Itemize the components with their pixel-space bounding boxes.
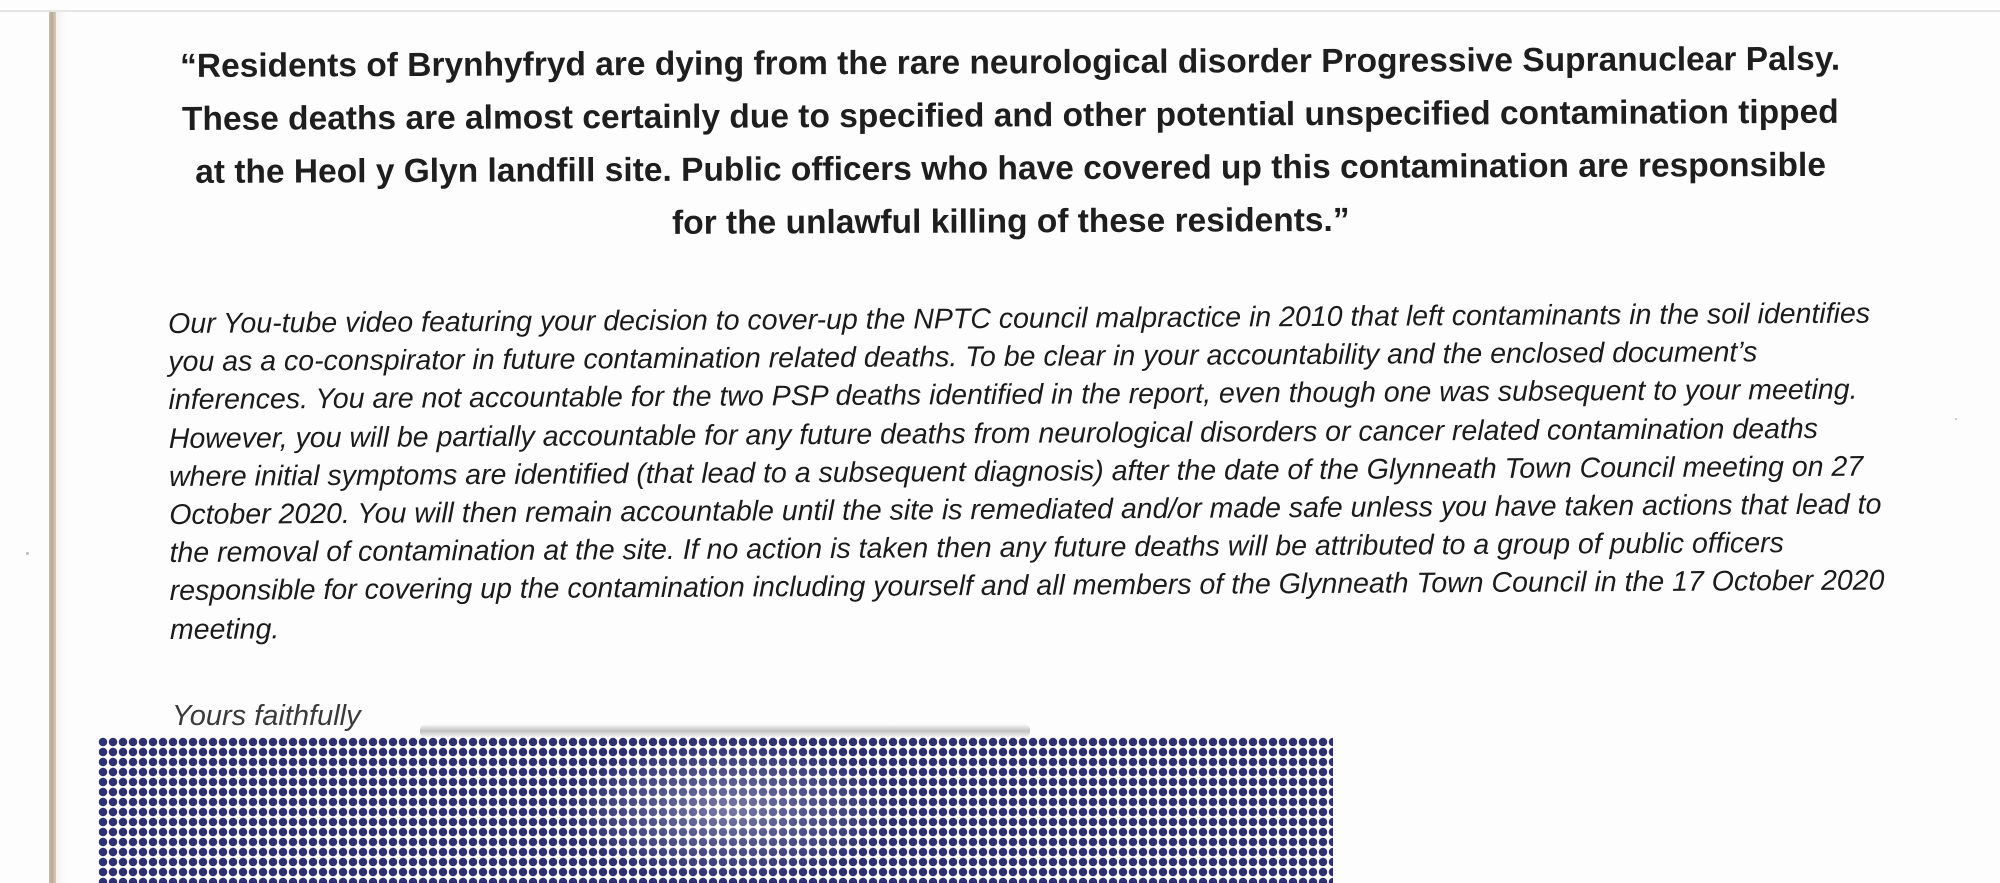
page-top-edge <box>0 10 2000 12</box>
scan-speck <box>1955 418 1957 420</box>
binding-margin-line <box>49 12 56 883</box>
letter-body-paragraph: Our You-tube video featuring your decision to cover-up the NPTC council malpractice in 2010 that left contaminants in the soil identifies you as a co-conspirator in future contamination related deaths. To be clear in your accountability and the enclosed document’s inferences. You are not accountable for the two PSP deaths identified in the report, even though one was subsequent to your meeting. However, you will be partially accountable for any future deaths from neurological disorders or cancer related contamination deaths where initial symptoms are identified (that lead to a subsequent diagnosis) after the date of the Glynneath Town Council meeting on 27 October 2020. You will then remain accountable until the site is remediated and/or made safe unless you have taken actions that lead to the removal of contamination at the site. If no action is taken then any future deaths will be attributed to a group of public officers responsible for covering up the contamination including yourself and all members of the Glynneath Town Council in the 17 October 2020 meeting. <box>168 297 1885 646</box>
binding-margin-shadow <box>56 12 66 883</box>
redaction-scan-fade <box>560 737 900 883</box>
signature-trace <box>420 724 1030 738</box>
letter-closing: Yours faithfully <box>172 700 361 732</box>
highlighted-quote: “Residents of Brynhyfryd are dying from the rare neurological disorder Progressive Supranuclear Palsy. These deaths are almost certainly due to specified and other potential unspecified contamination tipped at the Heol y Glyn landfill site. Public officers who have covered up this contamination are responsible for the unlawful killing of these residents.” <box>180 40 1841 242</box>
scan-speck <box>26 552 29 555</box>
